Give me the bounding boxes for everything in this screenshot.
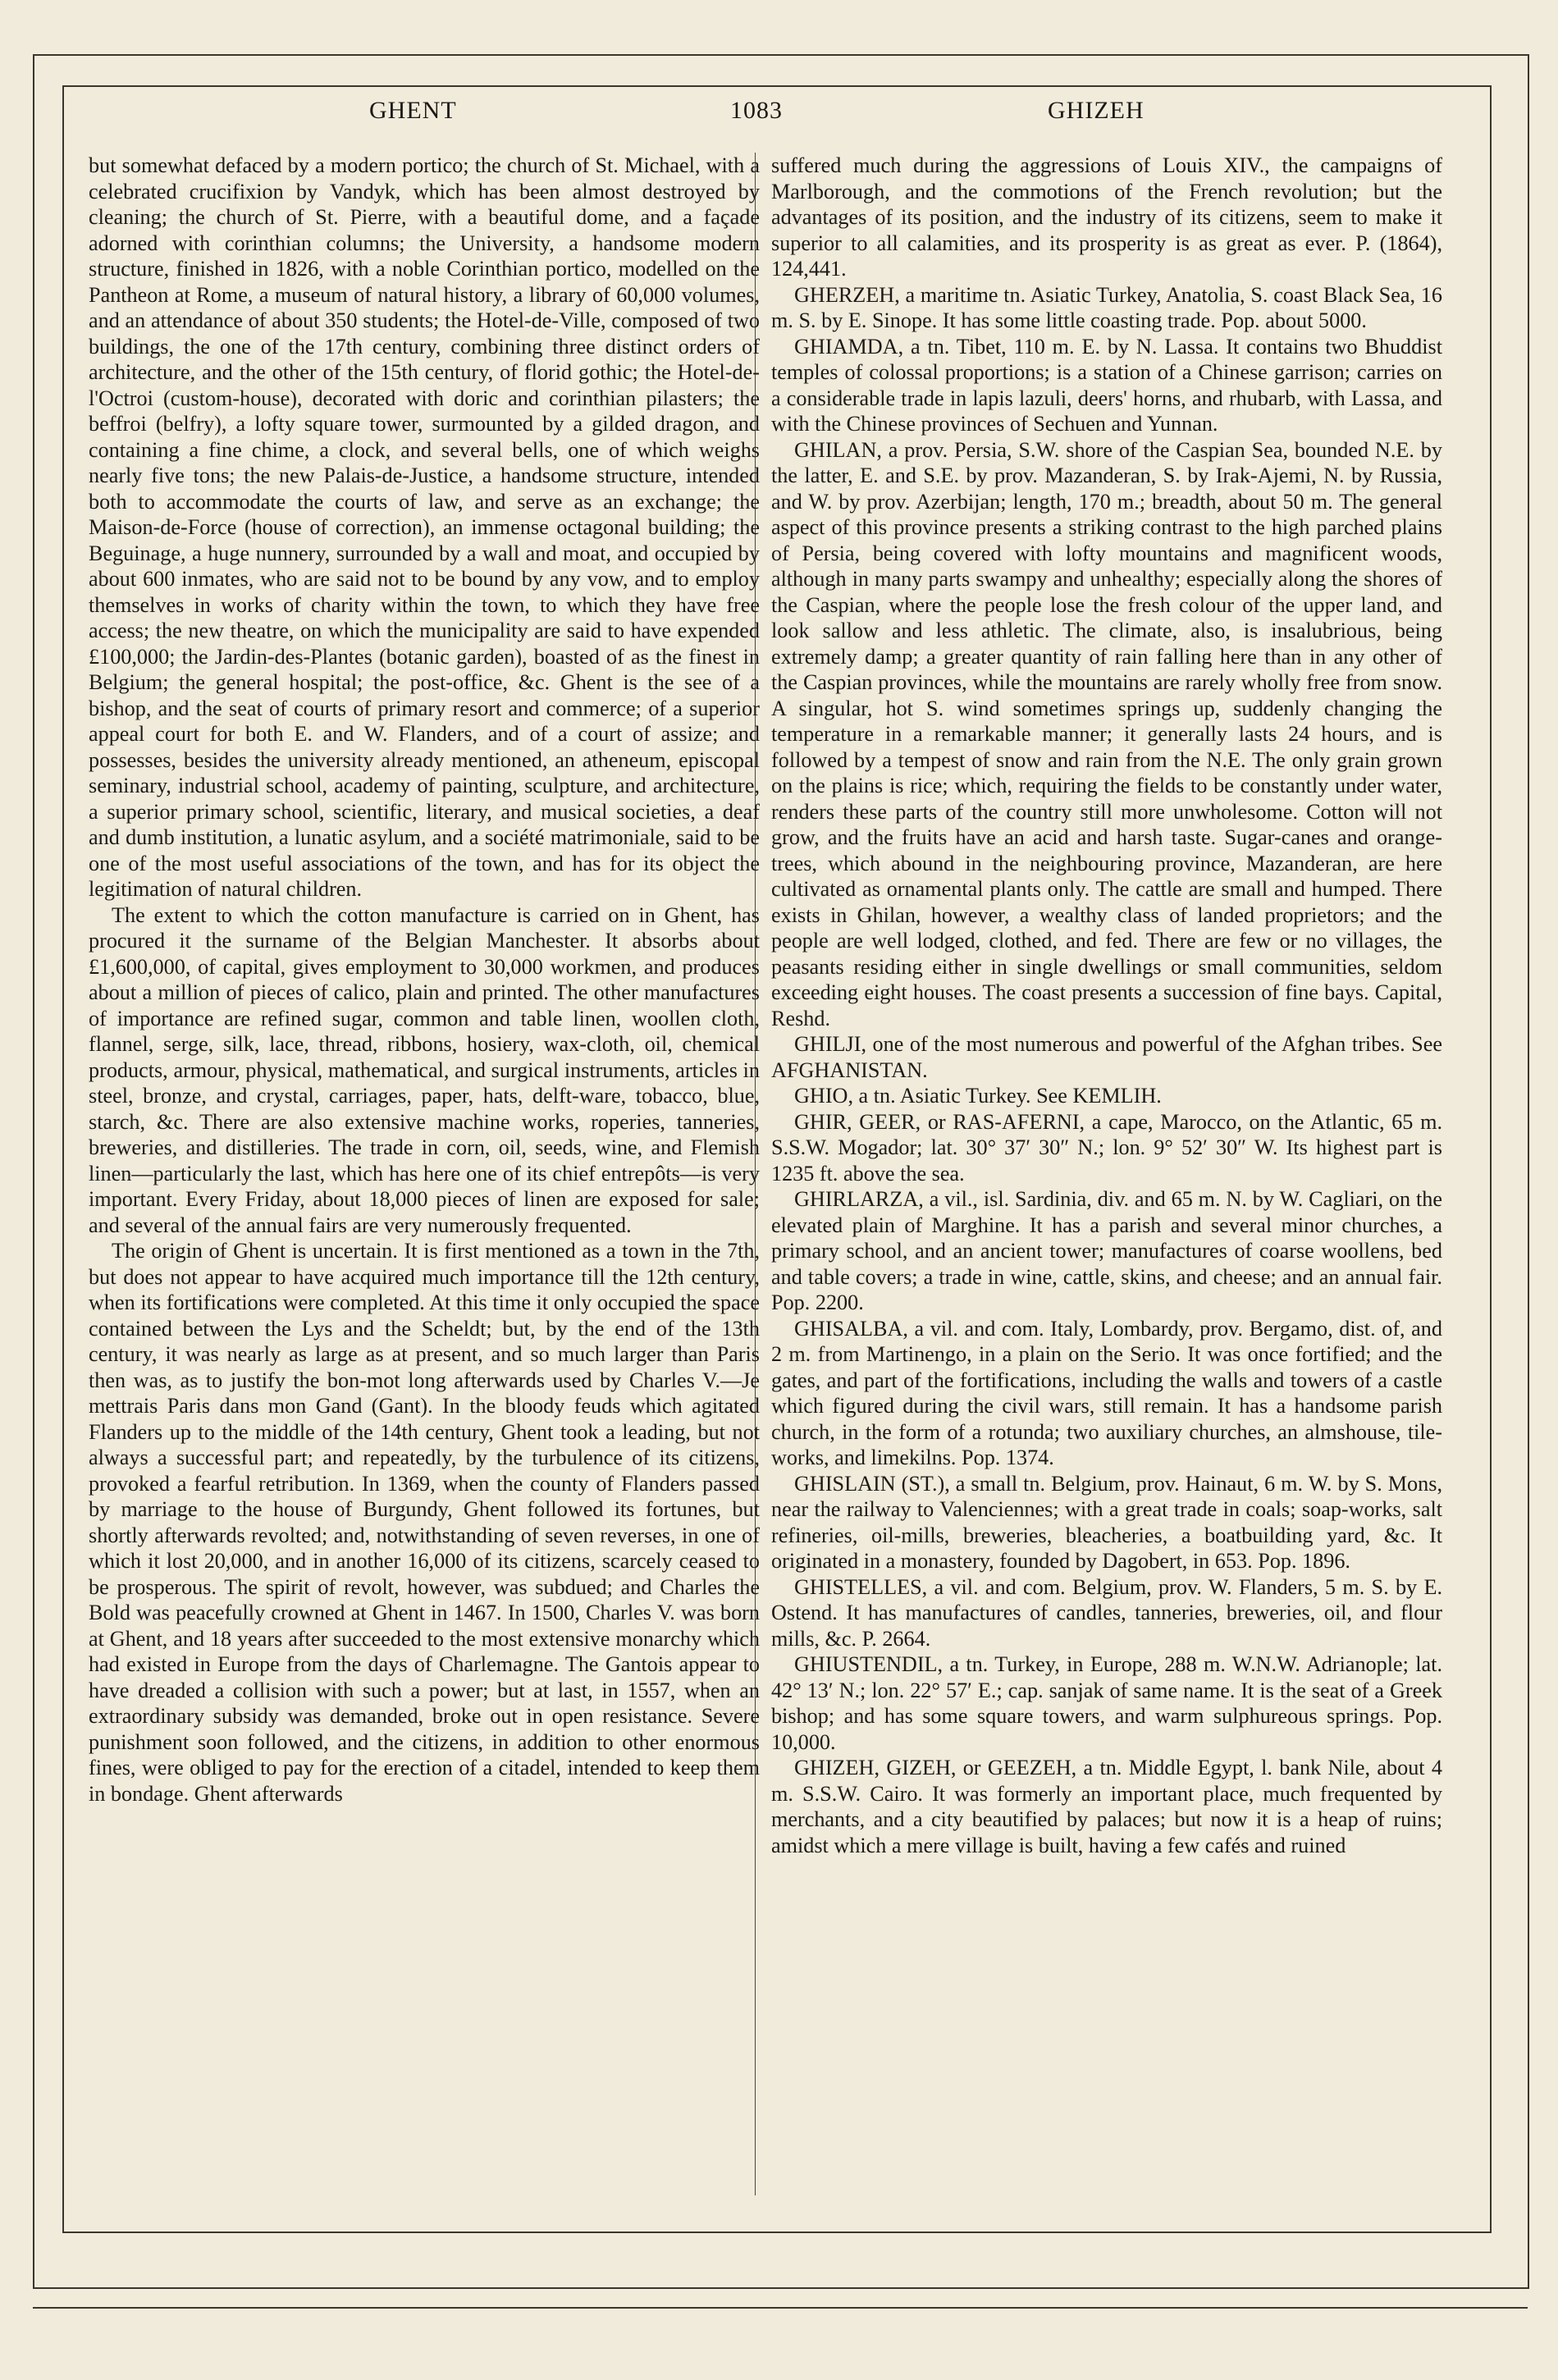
entry-ghio: GHIO, a tn. Asiatic Turkey. See KEMLIH. (794, 1084, 1162, 1108)
entry-ghiamda: GHIAMDA, a tn. Tibet, 110 m. E. by N. Lassa. It contains two Bhuddist temples of colossal proportions; is a station of a Chinese garrison; carries on a considerable trade in lapis lazuli, deers' horns, and rhubarb, with Lassa, and with the Chinese provinces of Sechuen and Yunnan. (771, 334, 1442, 436)
entry-ghislain: GHISLAIN (ST.), a small tn. Belgium, prov. Hainaut, 6 m. W. by S. Mons, near the railway to Valenciennes; with a great trade in coals; soap-works, salt refineries, oil-mills, breweries, bleacheries, a boatbuilding yard, &c. It originated in a monastery, founded by Dagobert, in 653. Pop. 1896. (771, 1471, 1442, 1573)
entry-gherzeh: GHERZEH, a maritime tn. Asiatic Turkey, Anatolia, S. coast Black Sea, 16 m. S. by E. Sinope. It has some little coasting trade. Pop. about 5000. (771, 282, 1442, 332)
paragraph-ghent-history: The origin of Ghent is uncertain. It is first mentioned as a town in the 7th, but does not appear to have acquired much importance till the 12th century, when its fortifications were completed. At this time it only occupied the space contained between the Lys and the Scheldt; but, by the end of the 13th century, it was nearly as large as at present, and so much larger than Paris then was, as to justify the bon-mot long afterwards used by Charles V.—Je mettrais Paris dans mon Gand (Gant). In the bloody feuds which agitated Flanders up to the middle of the 14th century, Ghent took a leading, but not always a successful part; and repeatedly, by the turbulence of its citizens, provoked a fearful retribution. In 1369, when the county of Flanders passed by marriage to the house of Burgundy, Ghent followed its fortunes, but shortly afterwards revolted; and, notwithstanding of seven reverses, in one of which it lost 20,000, and in another 16,000 of its citizens, scarcely ceased to be prosperous. The spirit of revolt, however, was subdued; and Charles the Bold was peacefully crowned at Ghent in 1467. In 1500, Charles V. was born at Ghent, and 18 years after succeeded to the most extensive monarchy which had existed in Europe from the days of Charlemagne. The Gantois appear to have dreaded a collision with such a power; but at last, in 1557, when an extraordinary subsidy was demanded, broke out in open resistance. Severe punishment soon followed, and the citizens, in addition to other enormous fines, were obliged to pay for the erection of a citadel, intended to keep them in bondage. Ghent afterwards (89, 1239, 760, 1806)
entry-ghir: GHIR, GEER, or RAS-AFERNI, a cape, Marocco, on the Atlantic, 65 m. S.S.W. Mogador; lat. 30° 37′ 30″ N.; lon. 9° 52′ 30″ W. Its highest part is 1235 ft. above the sea. (771, 1109, 1442, 1185)
entry-ghistelles: GHISTELLES, a vil. and com. Belgium, prov. W. Flanders, 5 m. S. by E. Ostend. It has manufactures of candles, tanneries, breweries, oil, and flour mills, &c. P. 2664. (771, 1574, 1442, 1651)
running-header (82, 97, 1477, 133)
entry-ghirlarza: GHIRLARZA, a vil., isl. Sardinia, div. and 65 m. N. by W. Cagliari, on the elevated plain of Marghine. It has a parish and several minor churches, a primary school, and an ancient tower; manufactures of coarse woollens, bed and table covers; a trade in wine, cattle, skins, and cheese; and an annual fair. Pop. 2200. (771, 1187, 1442, 1314)
right-column (771, 153, 1442, 1858)
entry-ghilan: GHILAN, a prov. Persia, S.W. shore of the Caspian Sea, bounded N.E. by the latter, E. and S.E. by prov. Mazanderan, S. by Irak-Ajemi, N. by Russia, and W. by prov. Azerbijan; length, 170 m.; breadth, about 50 m. The general aspect of this province presents a striking contrast to the high parched plains of Persia, being covered with lofty mountains and magnificent woods, although in many parts swampy and unhealthy; especially along the shores of the Caspian, where the people lose the fresh colour of the upper land, and look sallow and less athletic. The climate, also, is insalubrious, being extremely damp; a greater quantity of rain falling here than in any other of the Caspian provinces, while the mountains are rarely wholly free from snow. A singular, hot S. wind sometimes springs up, suddenly changing the temperature in a remarkable manner; it generally lasts 24 hours, and is followed by a tempest of snow and rain from the N.E. The only grain grown on the plains is rice; which, requiring the fields to be constantly under water, renders these parts of the country still more unwholesome. Cotton will not grow, and the fruits have an acid and harsh taste. Sugar-canes and orange-trees, which abound in the neighbouring province, Mazanderan, are here cultivated as ornamental plants only. The cattle are small and humped. There exists in Ghilan, however, a wealthy class of landed proprietors; and the people are well lodged, clothed, and fed. There are few or no villages, the peasants residing either in single dwellings or small communities, seldom exceeding eight houses. The coast presents a succession of fine bays. Capital, Reshd. (771, 437, 1442, 1030)
entry-ghizeh: GHIZEH, GIZEH, or GEEZEH, a tn. Middle Egypt, l. bank Nile, about 4 m. S.S.W. Cairo. It was formerly an important place, much frequented by merchants, and a city beautified by palaces; but now it is a heap of ruins; amidst which a mere village is built, having a few cafés and ruined (771, 1756, 1442, 1857)
bottom-rule (33, 2307, 1528, 2309)
entry-ghiustendil: GHIUSTENDIL, a tn. Turkey, in Europe, 288 m. W.N.W. Adrianople; lat. 42° 13′ N.; lon. 22° 57′ E.; cap. sanjak of same name. It is the seat of a Greek bishop; and has some square towers, and warm sulphureous springs. Pop. 10,000. (771, 1652, 1442, 1754)
left-column (89, 153, 760, 1807)
paragraph-ghent-buildings: but somewhat defaced by a modern portico; the church of St. Michael, with a celebrated crucifixion by Vandyk, which has been almost destroyed by cleaning; the church of St. Pierre, with a beautiful dome, and a façade adorned with corinthian columns; the University, a handsome modern structure, finished in 1826, with a noble Corinthian portico, modelled on the Pantheon at Rome, a museum of natural history, a library of 60,000 volumes, and an attendance of about 350 students; the Hotel-de-Ville, composed of two buildings, the one of the 17th century, combining three distinct orders of architecture, and the other of the 15th century, of florid gothic; the Hotel-de-l'Octroi (custom-house), decorated with doric and corinthian pilasters; the beffroi (belfry), a lofty square tower, surmounted by a gilded dragon, and containing a fine chime, a clock, and several bells, one of which weighs nearly five tons; the new Palais-de-Justice, a handsome structure, intended both to accommodate the courts of law, and serve as an exchange; the Maison-de-Force (house of correction), an immense octagonal building; the Beguinage, a huge nunnery, surrounded by a wall and moat, and occupied by about 600 inmates, who are said not to be bound by any vow, and to employ themselves in works of charity within the town, to which they have free access; the new theatre, on which the municipality are said to have expended £100,000; the Jardin-des-Plantes (botanic garden), boasted of as the finest in Belgium; the general hospital; the post-office, &c. Ghent is the see of a bishop, and the seat of courts of primary resort and commerce; of a superior appeal court for both E. and W. Flanders, and of a court of assize; and possesses, besides the university already mentioned, an atheneum, episcopal seminary, industrial school, academy of painting, sculpture, and architecture, a superior primary school, scientific, literary, and musical societies, a deaf and dumb institution, a lunatic asylum, and a société matrimoniale, said to be one of the most useful associations of the town, and has for its object the legitimation of natural children. (89, 153, 760, 901)
paragraph-ghent-industry: The extent to which the cotton manufacture is carried on in Ghent, has procured it the surname of the Belgian Manchester. It absorbs about £1,600,000, of capital, gives employment to 30,000 workmen, and produces about a million of pieces of calico, plain and printed. The other manufactures of importance are refined sugar, common and table linen, woollen cloth, flannel, serge, silk, lace, thread, ribbons, hosiery, wax-cloth, oil, chemical products, armour, physical, mathematical, and surgical instruments, articles in steel, bronze, and crystal, carriages, paper, hats, delft-ware, tobacco, blue, starch, &c. There are also extensive machine works, roperies, tanneries, breweries, and distilleries. The trade in corn, oil, seeds, wine, and Flemish linen—particularly the last, which has here one of its chief entrepôts—is very important. Every Friday, about 18,000 pieces of linen are exposed for sale; and several of the annual fairs are very numerously frequented. (89, 902, 760, 1237)
entry-ghilji: GHILJI, one of the most numerous and powerful of the Afghan tribes. See AFGHANISTAN. (771, 1032, 1442, 1082)
page-number: 1083 (730, 97, 783, 124)
paragraph-ghent-continued: suffered much during the aggressions of Louis XIV., the campaigns of Marlborough, and the commotions of the French revolution; but the advantages of its position, and the industry of its citizens, seem to make it superior to all calamities, and its prosperity is as great as ever. P. (1864), 124,441. (771, 153, 1442, 281)
entry-ghisalba: GHISALBA, a vil. and com. Italy, Lombardy, prov. Bergamo, dist. of, and 2 m. from Martinengo, in a plain on the Serio. It was once fortified; and the gates, and part of the fortifications, including the walls and towers of a castle which figured during the civil wars, still remain. It has a handsome parish church, in the form of a rotunda; two auxiliary churches, an almshouse, tile-works, and limekilns. Pop. 1374. (771, 1316, 1442, 1469)
header-right-word: GHIZEH (1048, 97, 1145, 124)
header-left-word: GHENT (369, 97, 457, 124)
